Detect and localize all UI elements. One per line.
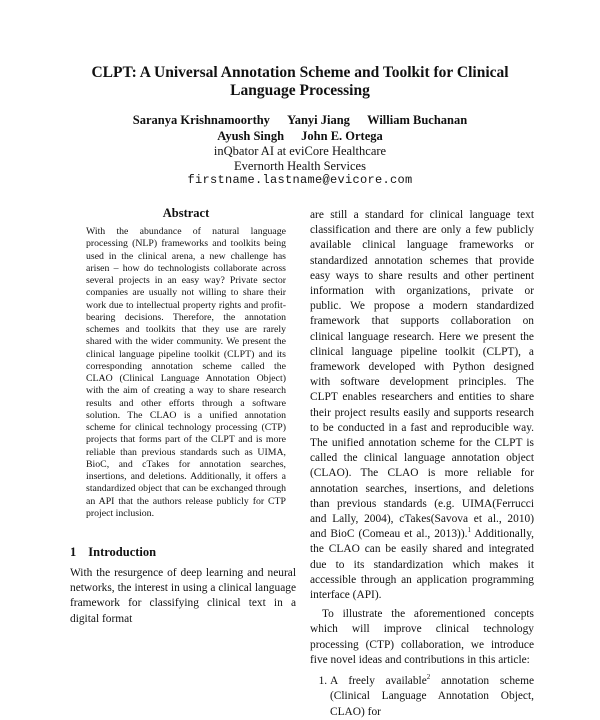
section-number: 1 — [70, 545, 77, 559]
author-email: firstname.lastname@evicore.com — [187, 173, 413, 187]
affiliation-line: inQbator AI at eviCore Healthcare — [213, 144, 387, 158]
author-name: William Buchanan — [367, 113, 468, 127]
abstract-heading: Abstract — [162, 206, 210, 220]
author-name: Ayush Singh — [217, 129, 285, 143]
affiliation — [60, 144, 540, 174]
body-paragraph: To illustrate the aforementioned concepts which will improve clinical technology processing (CTP) collaboration, we introduce five novel ideas and contributions in this article: — [310, 608, 534, 666]
author-name: Yanyi Jiang — [287, 113, 350, 127]
list-item-text: annotation scheme (Clinical Language Annotation Object, CLAO) for — [330, 675, 534, 718]
paragraph-text: are still a standard for clinical language text classification and there are only a few publicly available clinical language frameworks or standardized annotation schemes that provide easy ways to share results and other pertinent information with organizations, private or public. We propose a modern standardized framework that supports collaboration on clinical language research. Here we present the clinical language pipeline toolkit (CLPT), a framework developed with Python designed with software development principles. The CLPT enables researchers and entities to share their project results easily and supports research to be conducted in a fast and reproducible way. The unified annotation scheme for the CLPT is called the clinical language annotation object (CLAO). The CLAO is more reliable for annotation searches, insertions, and deletions than previous standards (e.g. UIMA(Ferrucci and Lally, 2004), cTakes(Savova et al., 2010) and BioC (Comeau et al., 2013)). — [310, 209, 534, 541]
paragraph-text: Additionally, the CLAO can be easily shared and integrated due to its standardization which makes it accessible through an application programming interface (API). — [310, 528, 534, 602]
author-line-2 — [60, 128, 540, 144]
author-name: Saranya Krishnamoorthy — [132, 113, 270, 127]
author-name: John E. Ortega — [301, 129, 383, 143]
affiliation-line: Evernorth Health Services — [234, 159, 366, 173]
author-line-1 — [60, 112, 540, 128]
abstract-text: With the abundance of natural language processing (NLP) frameworks and toolkits being used in the clinical arena, a new challenge has arisen – how do technologists collaborate across several projects in an easy way? Private sector companies are usually not willing to share their work due to intellectual property rights and profit-bearing decisions. Therefore, the annotation schemes and toolkits that they use are rarely shared with the wider community. We present the clinical language pipeline toolkit (CLPT) and its corresponding annotation scheme called the CLAO (Clinical Language Annotation Object) with the aim of creating a way to share research results and other efforts through a software solution. The CLAO is a unified annotation scheme for clinical technology processing (CTP) projects that forms part of the CLPT and is more reliable than previous standards such as UIMA, BioC, and cTakes for annotation searches, insertions, and deletions. Additionally, it offers a standardized object that can be exchanged through an API that the authors release publicly for CTP project inclusion. — [86, 226, 286, 519]
contribution-list — [310, 674, 534, 720]
body-paragraph — [310, 208, 534, 603]
list-item — [330, 674, 534, 720]
section-title: Introduction — [88, 545, 157, 559]
right-column — [310, 208, 534, 718]
footnote-marker: 2 — [426, 673, 431, 682]
intro-text: With the resurgence of deep learning and neural networks, the interest in using a clinical language framework for classifying clinical text in a digital format — [70, 567, 296, 625]
author-list — [60, 112, 540, 144]
paper-title: CLPT: A Universal Annotation Scheme and Toolkit for Clinical Language Processing — [91, 64, 509, 99]
list-item-text: A freely available — [330, 675, 427, 688]
section-heading — [70, 545, 156, 560]
footnote-marker: 1 — [467, 526, 471, 535]
